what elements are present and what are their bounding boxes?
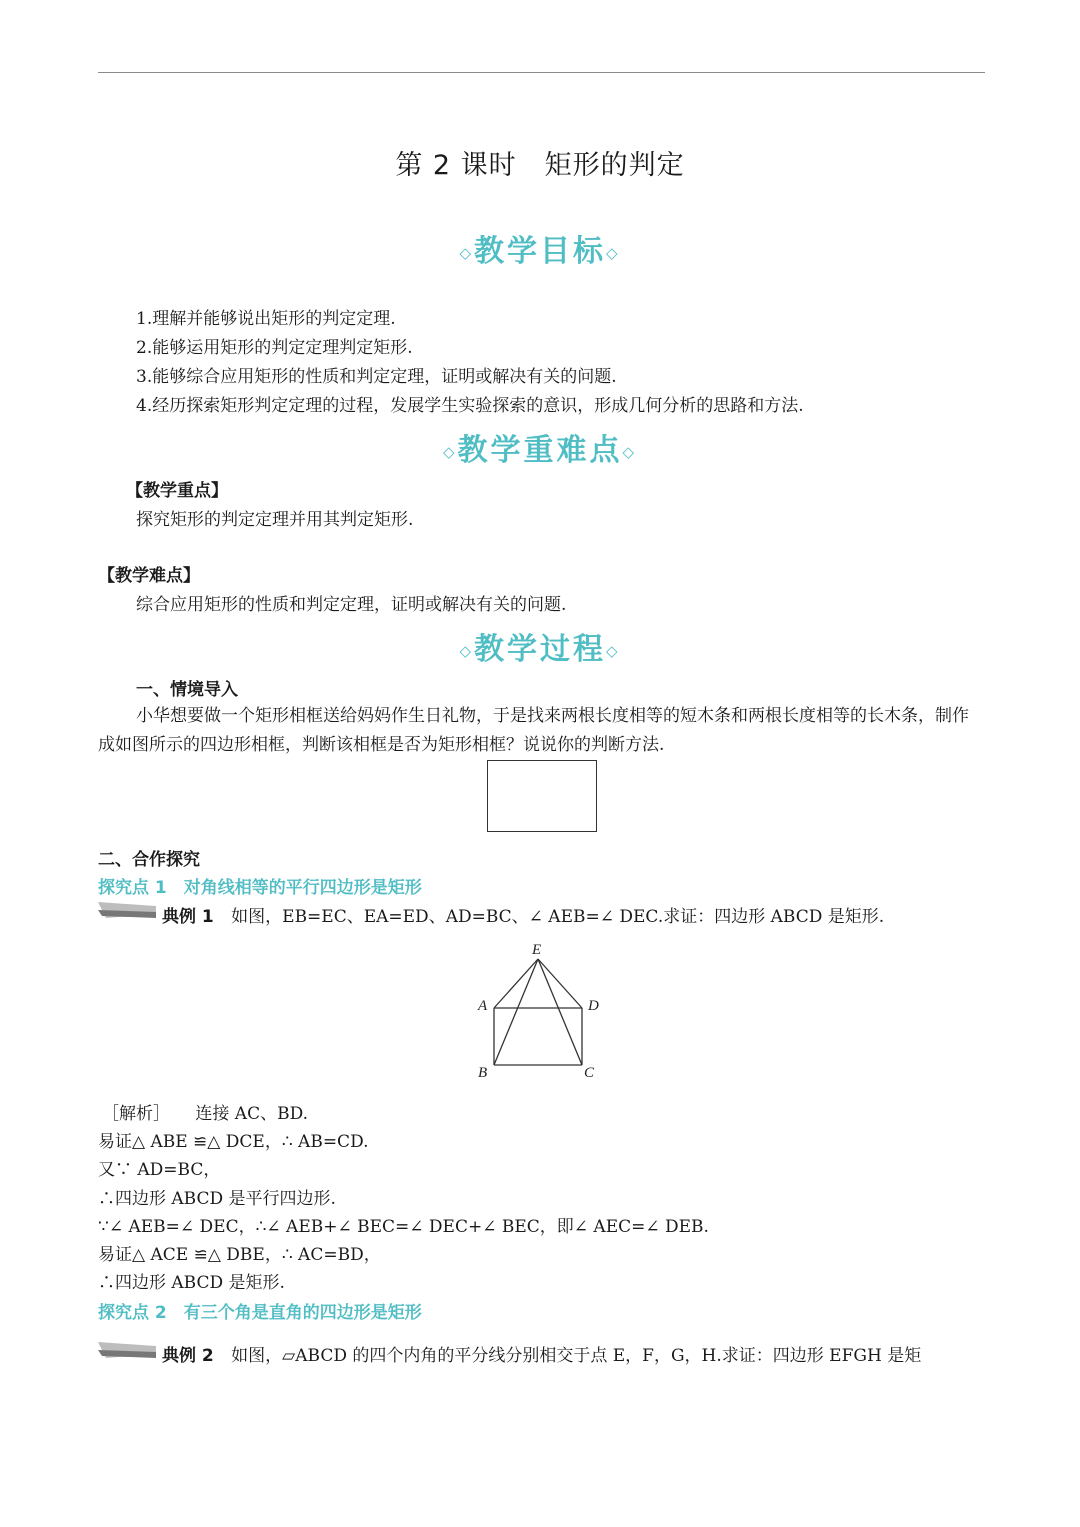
diamond-icon: ◇ <box>606 244 621 262</box>
goal-item: 4.经历探索矩形判定定理的过程，发展学生实验探索的意识，形成几何分析的思路和方法. <box>136 396 804 416</box>
header-rule <box>98 72 985 73</box>
figure-label-E: E <box>532 942 542 958</box>
geometry-figure <box>470 938 610 1083</box>
diamond-icon: ◇ <box>459 642 474 660</box>
difficulty-label: 【教学难点】 <box>98 566 200 586</box>
example-2 <box>162 1341 921 1366</box>
diamond-icon: ◇ <box>459 244 474 262</box>
example-1-label: 典例 1 <box>162 907 214 927</box>
example-marker-icon <box>98 1342 156 1358</box>
lesson-title: 第 2 课时 矩形的判定 <box>395 150 685 181</box>
section-heading-key-points: ◇教学重难点◇ <box>442 433 638 468</box>
example-marker-icon <box>98 902 156 918</box>
example-2-text: 如图，▱ABCD 的四个内角的平分线分别相交于点 E，F，G，H.求证：四边形 EFGH 是矩 <box>231 1346 922 1366</box>
example-1 <box>162 902 884 927</box>
goal-item: 1.理解并能够说出矩形的判定定理. <box>136 309 396 329</box>
section-heading-process: ◇教学过程◇ <box>459 632 621 667</box>
key-point-text: 探究矩形的判定定理并用其判定矩形. <box>136 510 414 530</box>
difficulty-text: 综合应用矩形的性质和判定定理，证明或解决有关的问题. <box>136 595 567 615</box>
analysis-first-line <box>102 1099 308 1124</box>
example-1-text: 如图，EB=EC、EA=ED、AD=BC、∠ AEB=∠ DEC.求证：四边形 ABCD 是矩形. <box>231 907 885 927</box>
explore-point-1: 探究点 1 对角线相等的平行四边形是矩形 <box>98 878 422 898</box>
figure-label-D: D <box>588 998 599 1014</box>
explore-heading: 二、合作探究 <box>98 850 200 870</box>
frame-figure <box>487 760 597 832</box>
analysis-line: 易证△ ABE ≌△ DCE，∴ AB=CD. <box>98 1132 369 1152</box>
analysis-line: ∴四边形 ABCD 是平行四边形. <box>98 1189 336 1209</box>
section-heading-goals: ◇教学目标◇ <box>459 234 621 269</box>
analysis-line: ∵∠ AEB=∠ DEC，∴∠ AEB+∠ BEC=∠ DEC+∠ BEC，即∠ AEC=∠ DEB. <box>98 1217 709 1237</box>
explore-point-2: 探究点 2 有三个角是直角的四边形是矩形 <box>98 1303 422 1323</box>
key-point-label: 【教学重点】 <box>126 481 228 501</box>
diamond-icon: ◇ <box>622 443 638 461</box>
diamond-icon: ◇ <box>442 443 458 461</box>
figure-label-C: C <box>584 1065 595 1081</box>
diamond-icon: ◇ <box>606 642 621 660</box>
example-2-label: 典例 2 <box>162 1346 214 1366</box>
intro-heading: 一、情境导入 <box>136 680 238 700</box>
analysis-line: 易证△ ACE ≌△ DBE，∴ AC=BD， <box>98 1245 381 1265</box>
intro-paragraph: 小华想要做一个矩形相框送给妈妈作生日礼物，于是找来两根长度相等的短木条和两根长度相等的长木条，制作成如图所示的四边形相框，判断该相框是否为矩形相框？说说你的判断方法. <box>98 706 969 755</box>
analysis-line: 又∵ AD=BC， <box>98 1160 221 1180</box>
figure-label-B: B <box>478 1065 488 1081</box>
goal-item: 3.能够综合应用矩形的性质和判定定理，证明或解决有关的问题. <box>136 367 617 387</box>
analysis-line: ∴四边形 ABCD 是矩形. <box>98 1273 285 1293</box>
analysis-label: ［解析］ <box>102 1104 170 1124</box>
figure-label-A: A <box>478 998 488 1014</box>
analysis-line: 连接 AC、BD. <box>195 1104 309 1124</box>
goal-item: 2.能够运用矩形的判定定理判定矩形. <box>136 338 413 358</box>
